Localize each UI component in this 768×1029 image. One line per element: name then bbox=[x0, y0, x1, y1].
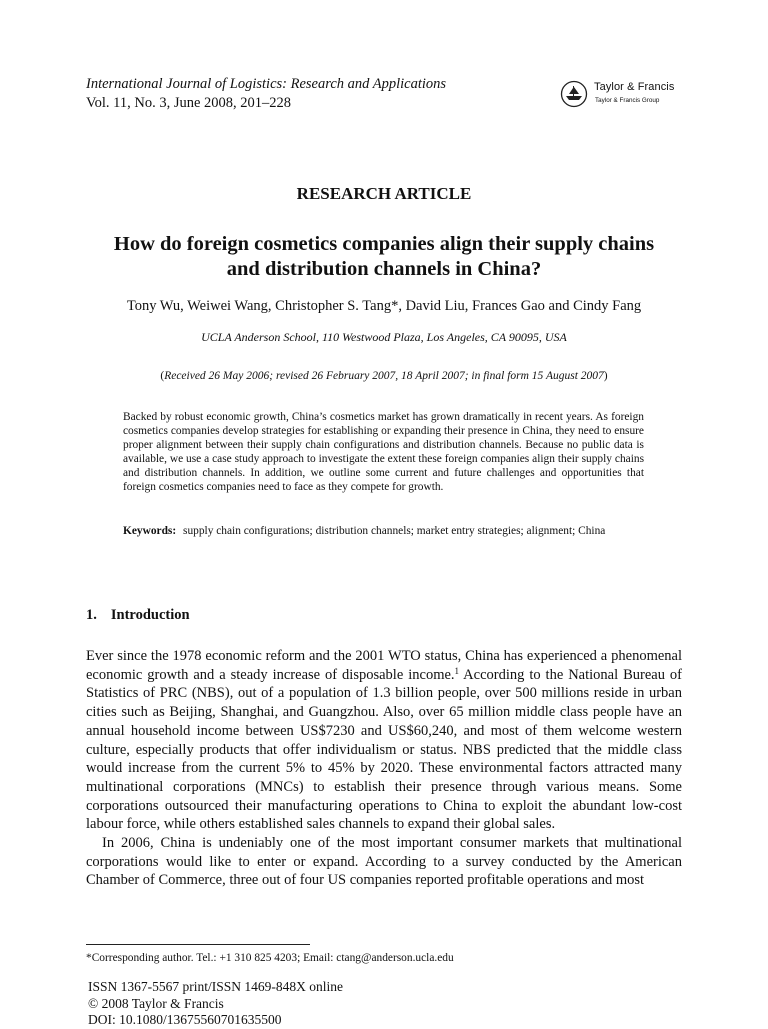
article-title bbox=[80, 232, 688, 282]
paragraph: In 2006, China is undeniably one of the most important consumer markets that multinational corporations would like to enter or expand. According to a survey conducted by the American Chamber of Commerce, three out of four US companies reported profitable operations and most bbox=[86, 835, 682, 889]
footnote-reference[interactable]: 1 bbox=[454, 665, 460, 676]
section-heading bbox=[86, 607, 190, 624]
journal-name: International Journal of Logistics: Research and Applications bbox=[86, 76, 447, 92]
author-list: Tony Wu, Weiwei Wang, Christopher S. Tang*, David Liu, Frances Gao and Cindy Fang bbox=[126, 298, 642, 314]
received-dates: (Received 26 May 2006; revised 26 February 2007, 18 April 2007; in final form 15 August 2007) bbox=[160, 370, 608, 382]
paragraph-text: According to the National Bureau of Statistics of PRC (NBS), out of a population of 1.3 billion people, over 500 millions reside in urban cities such as Beijing, Shanghai, and Guangzhou. Also, over 65 million middle class people have an annual household income between US$7230 and US$60,240, and most of them welcome western culture, especially products that offer individualism or status. NBS predicted that the middle class would increase from the current 5% to 45% by 2020. These environmental factors attracted many multinational corporations (MNCs) to establish their presence through various means. Some corporations outsourced their manufacturing operations to China to exploit the abundant low-cost labour force, while others established sales channels to expand their global sales. bbox=[86, 666, 682, 833]
publisher-logo bbox=[560, 78, 690, 112]
issn: ISSN 1367-5567 print/ISSN 1469-848X online bbox=[88, 979, 344, 994]
corresponding-author-footnote: *Corresponding author. Tel.: +1 310 825 4203; Email: ctang@anderson.ucla.edu bbox=[86, 952, 454, 964]
section-number: 1. bbox=[86, 607, 97, 623]
keywords bbox=[123, 525, 663, 537]
keywords-label: Keywords: bbox=[123, 525, 177, 537]
article-title-line: How do foreign cosmetics companies align their supply chains bbox=[113, 233, 655, 255]
article-section-label: RESEARCH ARTICLE bbox=[296, 184, 472, 203]
journal-header bbox=[86, 75, 446, 113]
paragraph-text: Ever since the 1978 economic reform and the 2001 WTO status, China has experienced a phenomenal economic growth and a steady increase of disposable income. bbox=[86, 648, 682, 683]
publisher-name: Taylor & Francis bbox=[594, 81, 675, 93]
keywords-list: supply chain configurations; distribution channels; market entry strategies; alignment; China bbox=[183, 525, 606, 537]
footnote-divider bbox=[86, 944, 310, 945]
ship-in-circle-icon bbox=[560, 80, 588, 108]
author-affiliation: UCLA Anderson School, 110 Westwood Plaza, Los Angeles, CA 90095, USA bbox=[201, 330, 567, 344]
publisher-group: Taylor & Francis Group bbox=[595, 97, 660, 104]
doi[interactable]: DOI: 10.1080/13675560701635500 bbox=[88, 1012, 282, 1027]
section-title: Introduction bbox=[110, 607, 190, 623]
abstract: Backed by robust economic growth, China’s cosmetics market has grown dramatically in recent years. As foreign cosmetics companies develop strategies for establishing or expanding their presence in China, they need to ensure proper alignment between their supply chain configurations and distribution channels. Because no public data is available, we use a case study approach to investigate the extent these foreign companies align their supply chains and distribution channels. In addition, we outline some current and future challenges and opportunities that foreign cosmetics companies need to face as they compete for growth. bbox=[123, 411, 644, 494]
journal-volume: Vol. 11, No. 3, June 2008, 201–228 bbox=[86, 95, 292, 111]
section-body bbox=[86, 647, 682, 890]
publication-meta bbox=[88, 979, 343, 1029]
copyright: © 2008 Taylor & Francis bbox=[88, 995, 224, 1011]
article-title-line: and distribution channels in China? bbox=[226, 258, 542, 280]
received-dates-text: Received 26 May 2006; revised 26 February 2007, 18 April 2007; in final form 15 August 2007 bbox=[164, 370, 604, 382]
paragraph bbox=[86, 647, 682, 834]
